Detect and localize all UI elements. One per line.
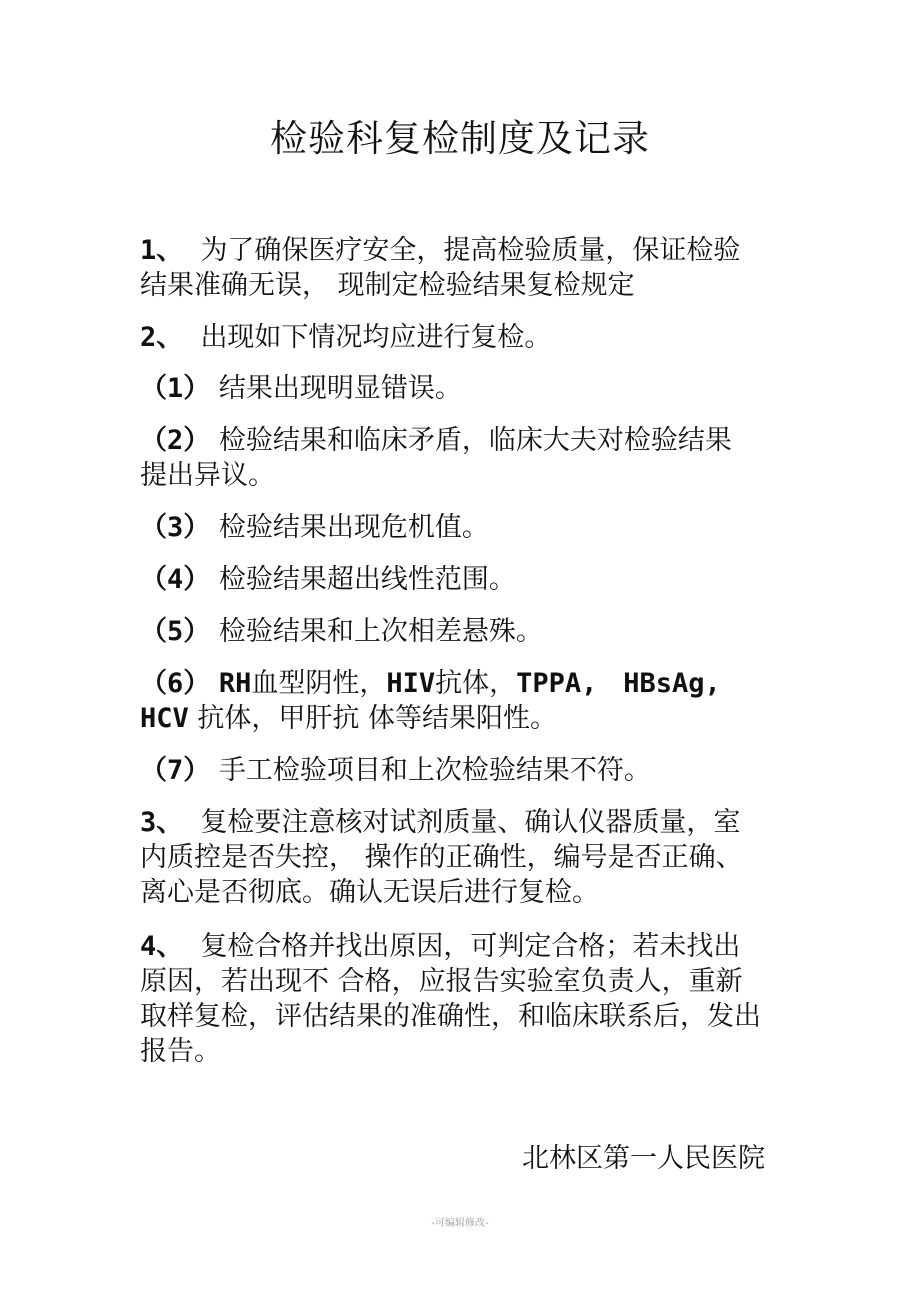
sub-item-7	[140, 753, 790, 788]
item-number: 3、	[140, 807, 184, 838]
item-number: （2）	[140, 425, 211, 456]
paragraph-3	[140, 805, 790, 910]
item-text: 离心是否彻底。确认无误后进行复检。	[140, 877, 599, 908]
item-text: 取样复检，评估结果的准确性，和临床联系后，发出	[140, 1001, 761, 1032]
item-text: 检验结果和上次相差悬殊。	[218, 616, 543, 647]
item-number: 2、	[140, 322, 184, 353]
item-number: 1、	[140, 235, 184, 266]
item-text: 复检要注意核对试剂质量、确认仪器质量，室	[200, 807, 741, 838]
item-text: 原因，若出现不 合格，应报告实验室负责人，重新	[140, 966, 743, 997]
item-text: 提出异议。	[140, 460, 275, 491]
page-title: 检验科复检制度及记录	[270, 117, 650, 160]
item-number: （5）	[140, 616, 211, 647]
item-number: （4）	[140, 564, 211, 595]
hcv-label: HCV	[140, 703, 189, 734]
item-text: 检验结果超出线性范围。	[218, 564, 516, 595]
hiv-label: HIV	[386, 668, 436, 699]
item-text: 内质控是否失控， 操作的正确性，编号是否正确、	[140, 842, 743, 873]
item-text: 为了确保医疗安全，提高检验质量，保证检验	[200, 235, 741, 266]
paragraph-1	[140, 233, 790, 303]
item-text: 复检合格并找出原因，可判定合格；若未找出	[200, 931, 741, 962]
item-number: （1）	[140, 373, 211, 404]
sub-item-6	[140, 666, 790, 736]
item-text: 手工检验项目和上次检验结果不符。	[218, 755, 651, 786]
item-text: 出现如下情况均应进行复检。	[200, 322, 552, 353]
item-text: 检验结果出现危机值。	[218, 512, 489, 543]
item-text: 抗体，甲肝抗 体等结果阳性。	[197, 703, 557, 734]
sub-item-4	[140, 562, 790, 597]
hbsag-label: HBsAg,	[623, 668, 721, 699]
item-text: 结果出现明显错误。	[218, 373, 462, 404]
item-text: 血型阴性，	[251, 668, 387, 699]
item-number: （7）	[140, 755, 211, 786]
paragraph-4	[140, 929, 790, 1069]
item-number: 4、	[140, 931, 184, 962]
item-text: 抗体，	[435, 668, 517, 699]
page-footer: -可编辑修改-	[431, 1218, 489, 1229]
sub-item-1	[140, 371, 790, 406]
item-text: 报告。	[140, 1036, 221, 1067]
item-text: 检验结果和临床矛盾，临床大夫对检验结果	[218, 425, 732, 456]
item-number: （3）	[140, 512, 211, 543]
tppa-label: TPPA,	[516, 668, 598, 699]
sub-item-3	[140, 510, 790, 545]
sub-item-2	[140, 423, 790, 493]
sub-item-5	[140, 614, 790, 649]
item-number: （6）	[140, 668, 211, 699]
item-text: 结果准确无误， 现制定检验结果复检规定	[140, 270, 635, 301]
signature: 北林区第一人民医院	[522, 1143, 765, 1174]
rh-label: RH	[218, 668, 252, 699]
paragraph-2	[140, 320, 790, 355]
